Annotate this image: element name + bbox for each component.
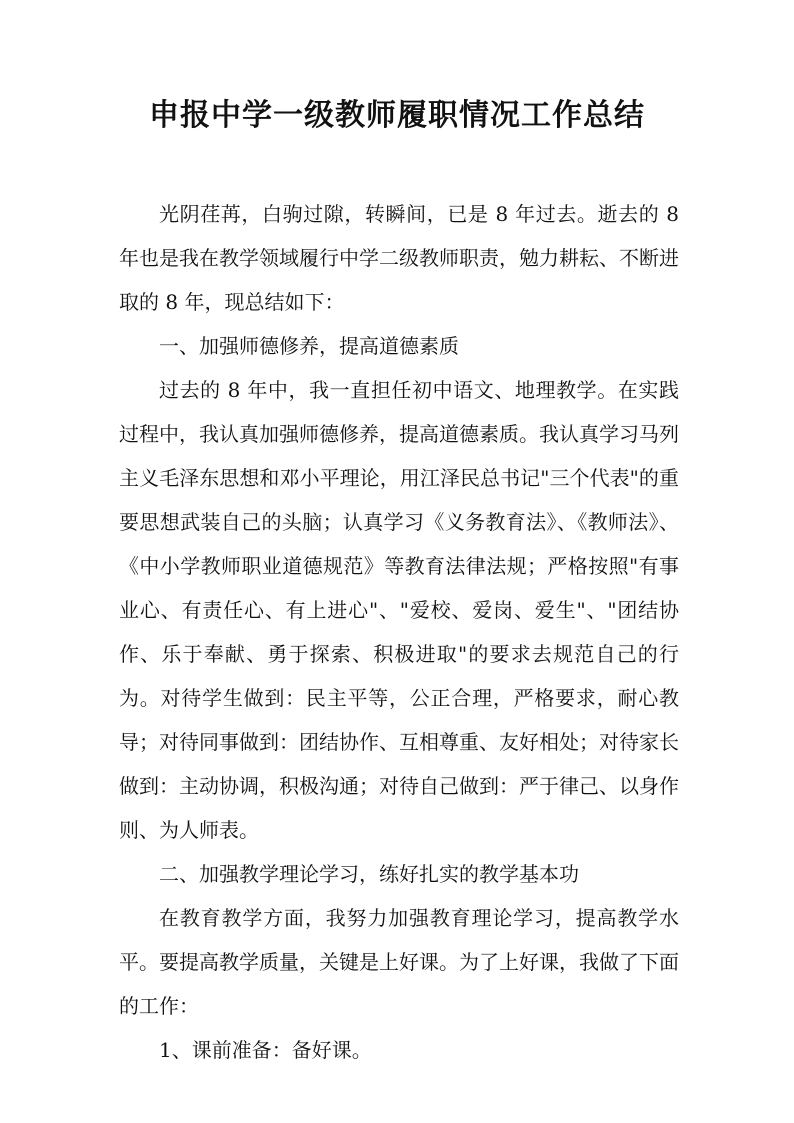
section-heading-1: 一、加强师德修养，提高道德素质 xyxy=(159,334,459,358)
section-heading-2: 二、加强教学理论学习，练好扎实的教学基本功 xyxy=(159,862,579,886)
paragraph-ethics: 过去的 8 年中，我一直担任初中语文、地理教学。在实践过程中，我认真加强师德修养，提高道德素质。我认真学习马列主义毛泽东思想和邓小平理论，用江泽民总书记"三个代表"的重要思想武装自己的头脑；认真学习《义务教育法》、《教师法》、《中小学教师职业道德规范》等教育法律法规；严格按照"有事业心、有责任心、有上进心"、"爱校、爱岗、爱生"、"团结协作、乐于奉献、勇于探索、积极进取"的要求去规范自己的行为。对待学生做到：民主平等，公正合理，严格要求，耐心教导；对待同事做到：团结协作、互相尊重、友好相处；对待家长做到：主动协调，积极沟通；对待自己做到：严于律己、以身作则、为人师表。 xyxy=(119,378,679,842)
paragraph-teaching: 在教育教学方面，我努力加强教育理论学习，提高教学水平。要提高教学质量，关键是上好课。为了上好课，我做了下面的工作： xyxy=(119,906,679,1018)
document-title: 申报中学一级教师履职情况工作总结 xyxy=(149,98,645,133)
paragraph-intro: 光阴荏苒，白驹过隙，转瞬间，已是 8 年过去。逝去的 8 年也是我在教学领域履行中学二级教师职责，勉力耕耘、不断进取的 8 年，现总结如下： xyxy=(119,202,679,314)
list-item-1: 1、课前准备：备好课。 xyxy=(159,1038,372,1062)
document-body xyxy=(119,192,679,1072)
